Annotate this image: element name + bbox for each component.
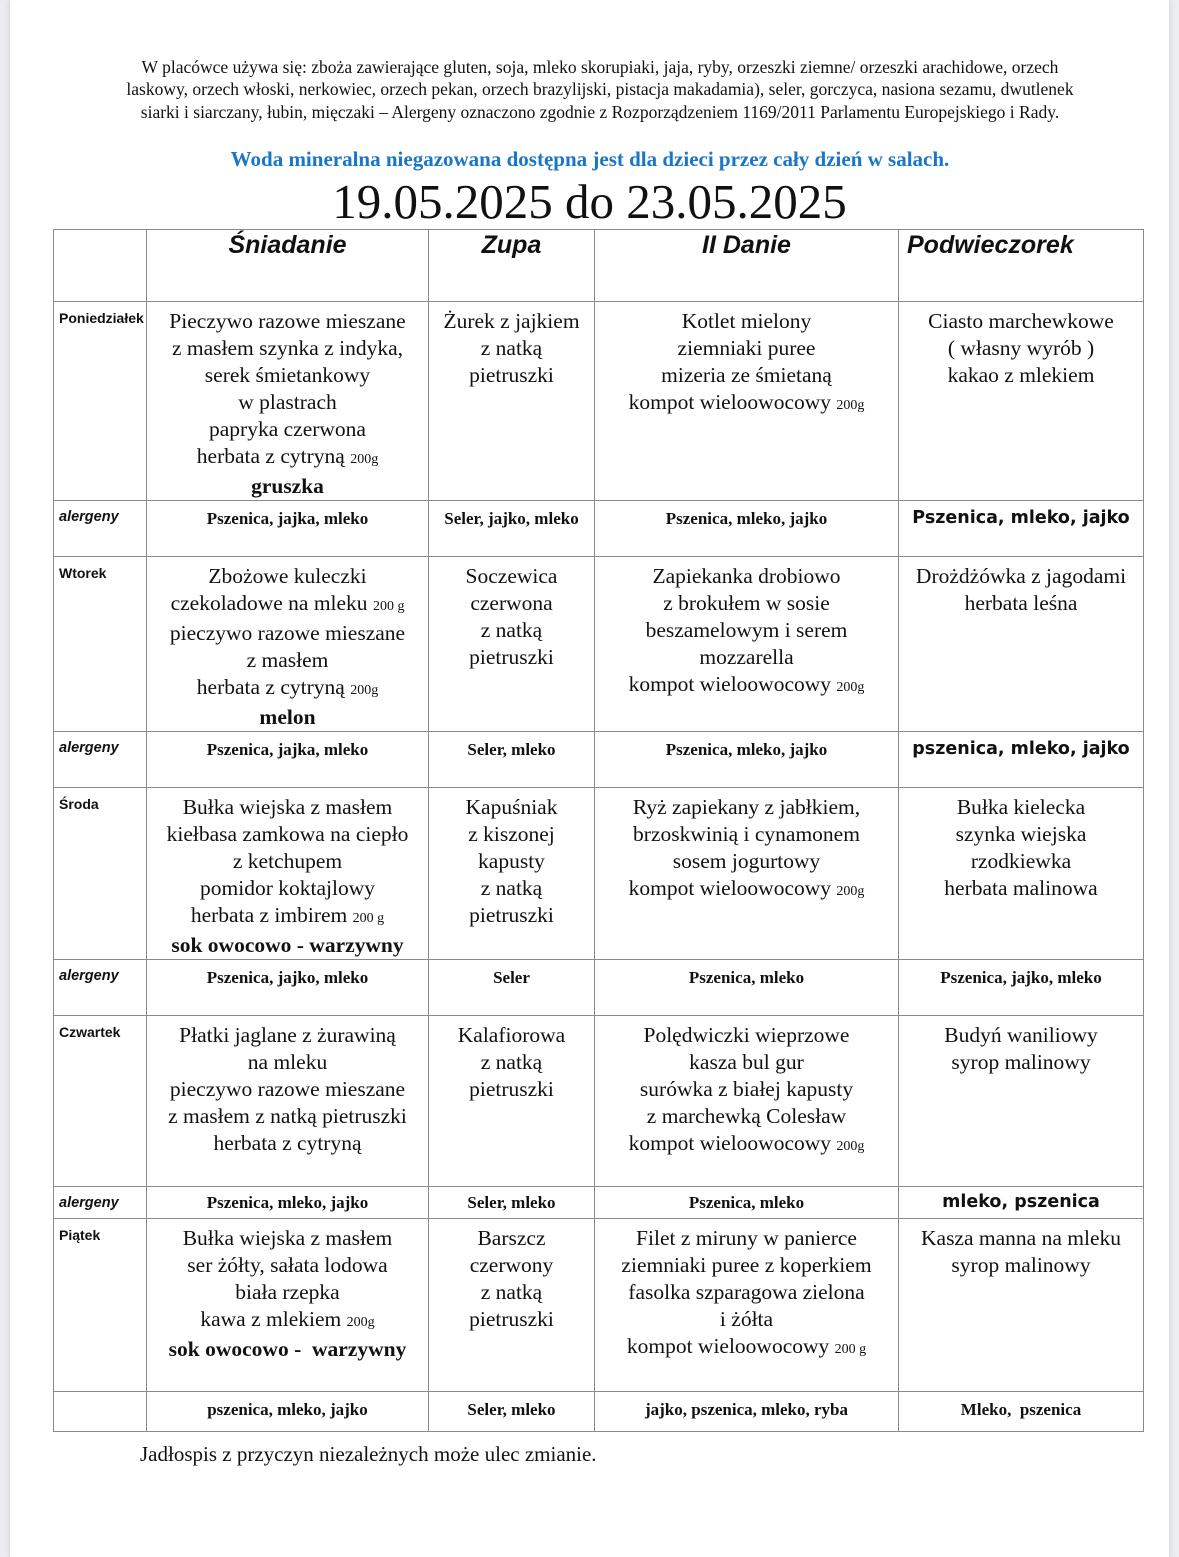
dish-line: mizeria ze śmietaną <box>661 363 832 387</box>
allergen-main: Pszenica, mleko, jajko <box>595 732 899 788</box>
allergen-row-monday <box>54 501 1144 557</box>
dish-line <box>597 875 896 905</box>
dish-line: Soczewica <box>465 564 558 588</box>
breakfast-cell <box>147 557 429 732</box>
dish-line: Kalafiorowa <box>457 1023 566 1047</box>
day-row-friday <box>54 1219 1144 1392</box>
dish-line: z masłem z natką pietruszki <box>168 1104 407 1128</box>
soup-cell <box>429 1219 595 1392</box>
column-header-snack: Podwieczorek <box>899 230 1144 302</box>
dish-line <box>149 902 426 932</box>
allergen-snack: Mleko, pszenica <box>899 1392 1144 1432</box>
dish-text: kompot wieloowocowy <box>628 672 832 696</box>
allergen-soup: Seler <box>429 960 595 1016</box>
day-row-wednesday <box>54 788 1144 960</box>
dish-line: pietruszki <box>469 363 554 387</box>
day-row-monday <box>54 302 1144 501</box>
dish-line <box>149 674 426 704</box>
dish-line: rzodkiewka <box>970 849 1072 873</box>
dish-line: herbata leśna <box>964 591 1078 615</box>
dish-line: Bułka kielecka <box>956 795 1086 819</box>
dish-text: czekoladowe na mleku <box>170 591 368 615</box>
allergen-snack: mleko, pszenica <box>899 1187 1144 1219</box>
dish-line: pomidor koktajlowy <box>200 876 375 900</box>
breakfast-cell <box>147 788 429 960</box>
water-notice: Woda mineralna niegazowana dostępna jest dla dzieci przez cały dzień w salach. <box>230 147 950 171</box>
dish-line: szynka wiejska <box>955 822 1087 846</box>
dish-text: herbata z cytryną <box>196 675 345 699</box>
allergen-main: Pszenica, mleko <box>595 1187 899 1219</box>
dish-line <box>597 389 896 419</box>
day-row-thursday <box>54 1016 1144 1187</box>
dish-line: syrop malinowy <box>951 1253 1091 1277</box>
allergen-label: alergeny <box>54 501 147 557</box>
allergen-row-tuesday <box>54 732 1144 788</box>
dish-text: kompot wieloowocowy <box>628 390 832 414</box>
allergen-notice: W placówce używa się: zboża zawierające gluten, soja, mleko skorupiaki, jaja, ryby, orzeszki ziemne/ orzeszki arachidowe, orzech laskowy, orzech włoski, nerkowiec, orzech pekan, orzech brazylijski, pistacja makadamia), seler, gorczyca, nasiona sezamu, dwutlenek siarki i siarczany, łubin, mięczaki – Alergeny oznaczono zgodnie z Rozporządzeniem 1169/2011 Parlamentu Europejskiego i Rady. <box>126 57 1074 122</box>
day-label: Poniedziałek <box>54 302 147 501</box>
allergen-main: Pszenica, mleko <box>595 960 899 1016</box>
day-label: Środa <box>54 788 147 960</box>
dish-line <box>149 590 426 620</box>
dish-line: Kapuśniak <box>465 795 558 819</box>
column-header-main: II Danie <box>595 230 899 302</box>
dish-line: z marchewką Colesław <box>646 1104 847 1128</box>
dish-line: Bułka wiejska z masłem <box>182 1226 393 1250</box>
dish-line: z masłem <box>246 648 329 672</box>
dish-line: herbata malinowa <box>944 876 1098 900</box>
soup-cell <box>429 1016 595 1187</box>
dish-line: Bułka wiejska z masłem <box>182 795 393 819</box>
dish-line: kiełbasa zamkowa na ciepło <box>166 822 409 846</box>
portion-size: 200g <box>346 1315 375 1330</box>
breakfast-cell <box>147 1016 429 1187</box>
dish-line: Barszcz <box>477 1226 546 1250</box>
menu-page <box>10 0 1169 1557</box>
weekly-menu-table <box>53 229 1144 1432</box>
allergen-soup: Seler, mleko <box>429 1392 595 1432</box>
dish-text: kompot wieloowocowy <box>628 1131 832 1155</box>
snack-cell <box>899 788 1144 960</box>
dish-line: czerwony <box>469 1253 554 1277</box>
day-row-tuesday <box>54 557 1144 732</box>
snack-cell <box>899 1219 1144 1392</box>
corner-cell <box>54 230 147 302</box>
portion-size: 200g <box>350 683 379 698</box>
dish-line: biała rzepka <box>235 1280 340 1304</box>
allergen-main: Pszenica, mleko, jajko <box>595 501 899 557</box>
menu-change-note: Jadłospis z przyczyn niezależnych może ulec zmianie. <box>140 1442 597 1466</box>
dish-line: Drożdżówka z jagodami <box>915 564 1127 588</box>
portion-size: 200g <box>836 1139 865 1154</box>
dish-line: z natką <box>480 1280 543 1304</box>
allergen-breakfast: Pszenica, jajko, mleko <box>147 960 429 1016</box>
dish-line: ( własny wyrób ) <box>947 336 1095 360</box>
portion-size: 200g <box>836 398 865 413</box>
dish-line: pieczywo razowe mieszane <box>169 1077 406 1101</box>
dish-line: z masłem szynka z indyka, <box>171 336 404 360</box>
dish-line: z natką <box>480 876 543 900</box>
portion-size: 200 g <box>372 599 405 614</box>
fruit-line: melon <box>259 705 316 729</box>
allergen-breakfast: Pszenica, jajka, mleko <box>147 732 429 788</box>
allergen-row-thursday <box>54 1187 1144 1219</box>
dish-line: serek śmietankowy <box>204 363 371 387</box>
allergen-soup: Seler, mleko <box>429 1187 595 1219</box>
allergen-snack: Pszenica, jajko, mleko <box>899 960 1144 1016</box>
portion-size: 200g <box>350 452 379 467</box>
dish-line: z brokułem w sosie <box>663 591 830 615</box>
dish-line: pietruszki <box>469 903 554 927</box>
dish-line: kakao z mlekiem <box>947 363 1095 387</box>
dish-line: fasolka szparagowa zielona <box>628 1280 865 1304</box>
main-cell <box>595 788 899 960</box>
dish-line: Budyń waniliowy <box>944 1023 1098 1047</box>
dish-line: beszamelowym i serem <box>645 618 848 642</box>
table-header-row <box>54 230 1144 302</box>
dish-text: herbata z cytryną <box>196 444 345 468</box>
allergen-row-friday <box>54 1392 1144 1432</box>
dish-line: ziemniaki puree <box>677 336 816 360</box>
portion-size: 200g <box>836 884 865 899</box>
allergen-label: alergeny <box>54 1187 147 1219</box>
allergen-label: alergeny <box>54 732 147 788</box>
snack-cell <box>899 1016 1144 1187</box>
dish-line: kasza bul gur <box>689 1050 804 1074</box>
dish-line: na mleku <box>247 1050 328 1074</box>
dish-line: papryka czerwona <box>209 417 366 441</box>
date-range: 19.05.2025 do 23.05.2025 <box>332 174 847 229</box>
dish-line: Zapiekanka drobiowo <box>652 564 841 588</box>
allergen-breakfast: pszenica, mleko, jajko <box>147 1392 429 1432</box>
dish-line: ziemniaki puree z koperkiem <box>621 1253 872 1277</box>
column-header-soup: Zupa <box>429 230 595 302</box>
day-label: Piątek <box>54 1219 147 1392</box>
breakfast-cell <box>147 302 429 501</box>
dish-line: czerwona <box>470 591 553 615</box>
soup-cell <box>429 302 595 501</box>
dish-line: pieczywo razowe mieszane <box>169 621 406 645</box>
dish-line: Płatki jaglane z żurawiną <box>179 1023 396 1047</box>
snack-cell <box>899 557 1144 732</box>
allergen-breakfast: Pszenica, mleko, jajko <box>147 1187 429 1219</box>
dish-line: Filet z miruny w panierce <box>636 1226 857 1250</box>
dish-line: Żurek z jajkiem <box>443 309 580 333</box>
dish-line: brzoskwinią i cynamonem <box>633 822 860 846</box>
main-cell <box>595 1016 899 1187</box>
portion-size: 200 g <box>834 1342 867 1357</box>
dish-line: pietruszki <box>469 1307 554 1331</box>
dish-text: kompot wieloowocowy <box>628 876 832 900</box>
dish-line <box>149 1306 426 1336</box>
main-cell <box>595 1219 899 1392</box>
allergen-row-wednesday <box>54 960 1144 1016</box>
allergen-label: alergeny <box>54 960 147 1016</box>
dish-line: pietruszki <box>469 645 554 669</box>
soup-cell <box>429 557 595 732</box>
portion-size: 200g <box>836 680 865 695</box>
dish-line: herbata z cytryną <box>213 1131 362 1155</box>
dish-line: syrop malinowy <box>951 1050 1091 1074</box>
dish-line <box>597 1333 896 1363</box>
juice-line: sok owocowo - warzywny <box>168 1337 407 1361</box>
dish-line: Polędwiczki wieprzowe <box>643 1023 850 1047</box>
dish-line <box>597 671 896 701</box>
allergen-soup: Seler, mleko <box>429 732 595 788</box>
allergen-snack: Pszenica, mleko, jajko <box>899 501 1144 557</box>
dish-line: Zbożowe kuleczki <box>208 564 367 588</box>
main-cell <box>595 557 899 732</box>
dish-line: Kotlet mielony <box>681 309 812 333</box>
juice-line: sok owocowo - warzywny <box>171 933 404 957</box>
dish-line <box>597 1130 896 1160</box>
allergen-snack: pszenica, mleko, jajko <box>899 732 1144 788</box>
dish-line: w plastrach <box>238 390 337 414</box>
dish-line: sosem jogurtowy <box>672 849 821 873</box>
allergen-breakfast: Pszenica, jajka, mleko <box>147 501 429 557</box>
dish-text: herbata z imbirem <box>190 903 348 927</box>
dish-line: ser żółty, sałata lodowa <box>187 1253 388 1277</box>
day-label: Wtorek <box>54 557 147 732</box>
day-label: Czwartek <box>54 1016 147 1187</box>
column-header-breakfast: Śniadanie <box>147 230 429 302</box>
dish-line: z ketchupem <box>232 849 343 873</box>
dish-line: Pieczywo razowe mieszane <box>169 309 406 333</box>
portion-size: 200 g <box>352 911 385 926</box>
dish-text: kompot wieloowocowy <box>626 1334 830 1358</box>
breakfast-cell <box>147 1219 429 1392</box>
allergen-main: jajko, pszenica, mleko, ryba <box>595 1392 899 1432</box>
fruit-line: gruszka <box>251 474 324 498</box>
allergen-soup: Seler, jajko, mleko <box>429 501 595 557</box>
empty-label-cell <box>54 1392 147 1432</box>
main-cell <box>595 302 899 501</box>
dish-line: z natką <box>480 1050 543 1074</box>
dish-line: surówka z białej kapusty <box>639 1077 854 1101</box>
dish-line: Kasza manna na mleku <box>921 1226 1121 1250</box>
dish-line: Ryż zapiekany z jabłkiem, <box>632 795 861 819</box>
soup-cell <box>429 788 595 960</box>
dish-line: Ciasto marchewkowe <box>928 309 1114 333</box>
dish-line: z kiszonej <box>468 822 555 846</box>
dish-line: z natką <box>480 336 543 360</box>
dish-line <box>149 443 426 473</box>
dish-text: kawa z mlekiem <box>200 1307 342 1331</box>
dish-line: mozzarella <box>699 645 794 669</box>
dish-line: z natką <box>480 618 543 642</box>
dish-line: i żółta <box>719 1307 774 1331</box>
snack-cell <box>899 302 1144 501</box>
dish-line: pietruszki <box>469 1077 554 1101</box>
dish-line: kapusty <box>478 849 545 873</box>
